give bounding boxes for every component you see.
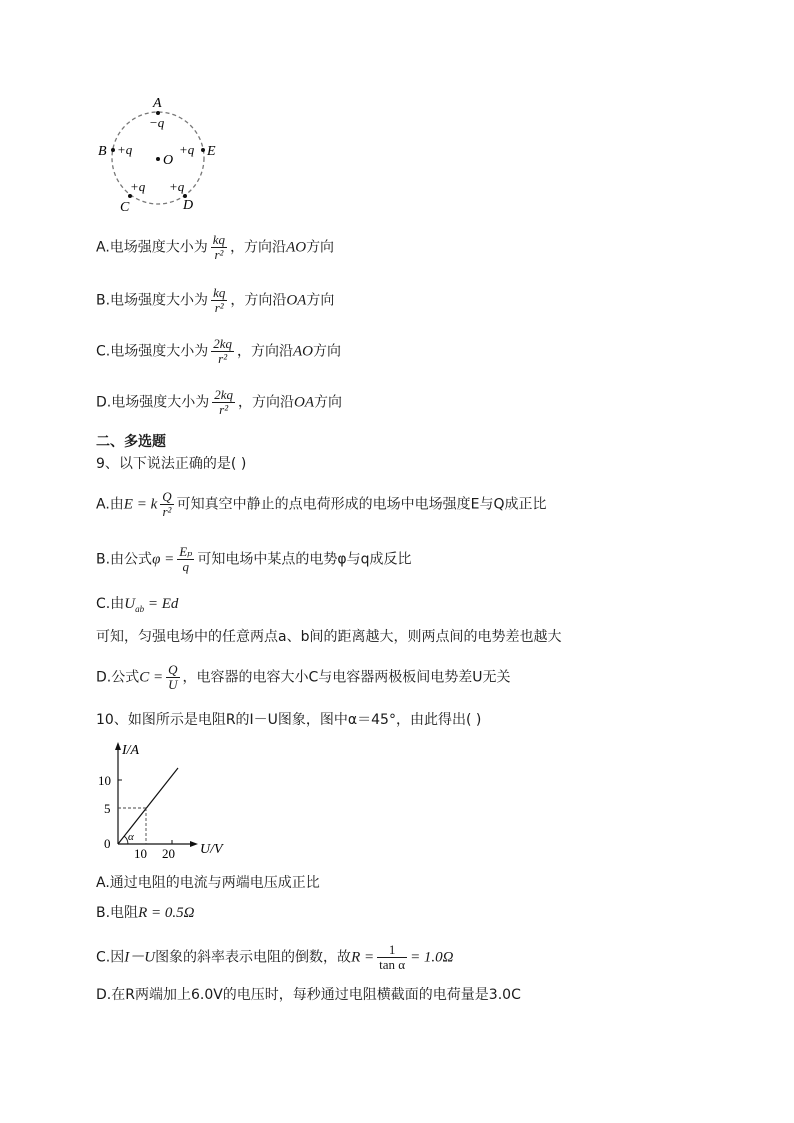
q9-option-c bbox=[96, 594, 178, 619]
option-prefix: D.电场强度大小为 bbox=[96, 394, 210, 411]
option-mid: ，方向沿 bbox=[230, 292, 287, 309]
option-prefix: C.因 bbox=[96, 949, 125, 966]
tick-label-x-10: 10 bbox=[134, 846, 147, 860]
y-axis-arrow bbox=[115, 742, 121, 750]
fraction-num: 2kq bbox=[213, 336, 233, 351]
fraction-den: r² bbox=[219, 402, 229, 417]
fraction bbox=[166, 663, 179, 692]
iu-line bbox=[118, 768, 178, 844]
label-o: O bbox=[163, 153, 174, 168]
option-prefix: B.由公式 bbox=[96, 551, 153, 568]
option-suffix: 方向 bbox=[306, 239, 335, 256]
option-text: ，电容器的电容大小C与电容器两极板间电势差U无关 bbox=[182, 669, 511, 686]
option-mid: ，方向沿 bbox=[238, 394, 295, 411]
option-prefix: C.由 bbox=[96, 596, 125, 612]
fraction bbox=[160, 490, 173, 519]
q8-option-a bbox=[96, 233, 334, 262]
equation: I－U bbox=[124, 949, 156, 966]
fraction bbox=[177, 545, 194, 574]
equation: R = 0.5Ω bbox=[138, 905, 195, 921]
q9-option-a bbox=[96, 490, 547, 519]
q10-option-a: A.通过电阻的电流与两端电压成正比 bbox=[96, 875, 320, 891]
fraction-den: r² bbox=[162, 504, 172, 519]
option-text: 可知电场中某点的电势φ与q成反比 bbox=[197, 551, 412, 568]
fraction-den: r² bbox=[214, 300, 224, 315]
point-o bbox=[156, 157, 160, 161]
y-axis-label: I/A bbox=[122, 743, 140, 758]
q10-stem: 10、如图所示是电阻R的I－U图象，图中α＝45°，由此得出( ) bbox=[96, 712, 482, 728]
option-suffix: 方向 bbox=[313, 343, 342, 360]
point-b bbox=[111, 148, 115, 152]
fraction-den: r² bbox=[214, 247, 224, 262]
label-e: E bbox=[207, 144, 216, 159]
option-direction: OA bbox=[294, 394, 315, 411]
option-suffix: 方向 bbox=[306, 292, 335, 309]
charge-a: −q bbox=[149, 115, 165, 130]
q10-option-c bbox=[96, 943, 454, 972]
section-title: 二、多选题 bbox=[96, 434, 166, 450]
fraction-den: q bbox=[182, 559, 190, 574]
q8-option-c bbox=[96, 337, 341, 366]
q9-stem: 9、以下说法正确的是( ) bbox=[96, 456, 247, 472]
option-prefix: A.电场强度大小为 bbox=[96, 239, 208, 256]
equation: R = bbox=[351, 949, 375, 966]
q9-option-d bbox=[96, 663, 511, 692]
option-direction: AO bbox=[293, 343, 314, 360]
option-text: 可知真空中静止的点电荷形成的电场中电场强度E与Q成正比 bbox=[176, 496, 547, 513]
fraction bbox=[211, 233, 227, 262]
option-prefix: B.电阻 bbox=[96, 905, 139, 921]
fraction-num: Q bbox=[168, 662, 178, 677]
option-mid: ，方向沿 bbox=[237, 343, 294, 360]
option-direction: OA bbox=[286, 292, 307, 309]
fraction-num: kq bbox=[212, 232, 226, 247]
point-e bbox=[201, 148, 205, 152]
fraction-num: kq bbox=[213, 285, 226, 300]
label-d: D bbox=[183, 198, 194, 213]
point-c bbox=[128, 194, 132, 198]
fraction-num: 2kq bbox=[214, 387, 234, 402]
fraction-num: 1 bbox=[377, 943, 407, 958]
fraction-num: Q bbox=[162, 489, 172, 504]
charge-e: +q bbox=[179, 142, 195, 157]
option-direction: AO bbox=[286, 239, 307, 256]
fraction-den: tan α bbox=[379, 957, 406, 972]
iu-graph bbox=[96, 738, 236, 860]
option-suffix: 方向 bbox=[314, 394, 343, 411]
option-prefix: D.公式 bbox=[96, 669, 140, 686]
charge-b: +q bbox=[117, 142, 133, 157]
charge-c: +q bbox=[130, 179, 146, 194]
eq-main: U bbox=[124, 596, 136, 612]
q8-option-d bbox=[96, 388, 342, 417]
q9-option-b bbox=[96, 545, 412, 574]
equation: = 1.0Ω bbox=[410, 949, 454, 966]
label-a: A bbox=[153, 96, 162, 111]
fraction bbox=[377, 943, 407, 972]
equation: C = bbox=[139, 669, 164, 686]
option-prefix: B.电场强度大小为 bbox=[96, 292, 209, 309]
label-c: C bbox=[120, 200, 130, 215]
q10-option-b bbox=[96, 903, 194, 923]
fraction bbox=[211, 337, 234, 366]
tick-label-y-10: 10 bbox=[98, 773, 111, 788]
option-text: 图象的斜率表示电阻的倒数，故 bbox=[155, 949, 352, 966]
fraction bbox=[211, 286, 227, 315]
option-mid: ，方向沿 bbox=[230, 239, 287, 256]
origin-label: 0 bbox=[104, 836, 111, 851]
equation: E = k bbox=[123, 496, 158, 513]
q8-option-b bbox=[96, 286, 334, 315]
tick-label-x-20: 20 bbox=[162, 846, 175, 860]
x-axis-arrow bbox=[190, 841, 198, 847]
label-b: B bbox=[98, 144, 107, 159]
angle-label: α bbox=[128, 831, 134, 843]
charge-circle-figure bbox=[90, 90, 240, 220]
equation: φ = bbox=[152, 551, 175, 568]
eq-rest: = Ed bbox=[144, 596, 179, 612]
fraction-den: r² bbox=[218, 351, 228, 366]
fraction bbox=[212, 388, 235, 417]
eq-sub: ab bbox=[135, 604, 145, 614]
fraction-num: Eₚ bbox=[179, 544, 193, 559]
fraction-den: U bbox=[168, 677, 178, 692]
q9-option-c-cont: 可知，匀强电场中的任意两点a、b间的距离越大，则两点间的电势差也越大 bbox=[96, 629, 562, 645]
equation bbox=[124, 596, 178, 612]
option-prefix: A.由 bbox=[96, 496, 124, 513]
tick-label-y-5: 5 bbox=[104, 801, 111, 816]
q10-option-d: D.在R两端加上6.0V的电压时，每秒通过电阻横截面的电荷量是3.0C bbox=[96, 987, 521, 1003]
charge-d: +q bbox=[169, 179, 185, 194]
x-axis-label: U/V bbox=[200, 842, 223, 857]
option-prefix: C.电场强度大小为 bbox=[96, 343, 209, 360]
